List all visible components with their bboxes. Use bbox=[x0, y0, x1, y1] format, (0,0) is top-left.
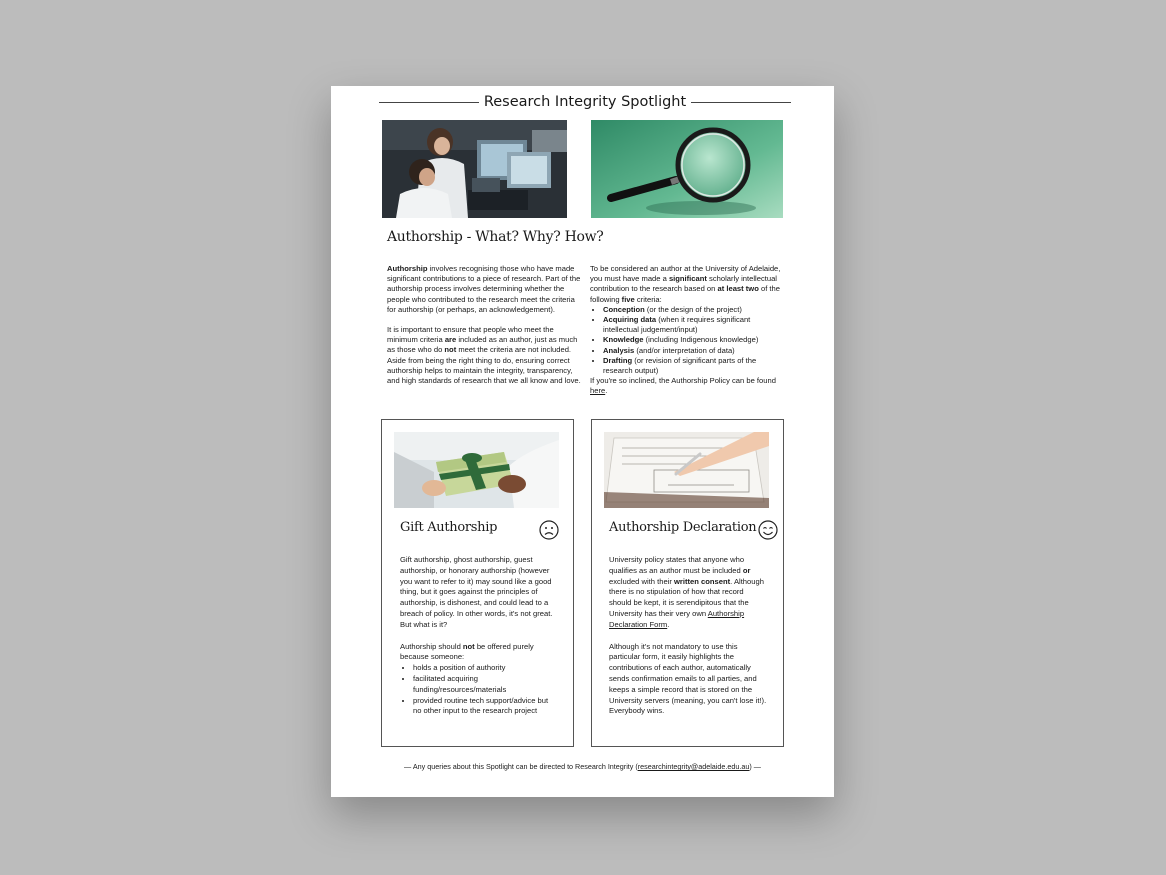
intro-text-2e: meet the criteria are not included. Aside from being the right thing to do, ensuring correct authorship helps to maintain the integrity, transparency, and high standards of research that we all know and love. bbox=[387, 345, 581, 386]
intro-text-2b: are bbox=[444, 335, 457, 345]
gift-card-title: Gift Authorship bbox=[400, 520, 498, 535]
intro-left-column bbox=[387, 264, 581, 386]
declaration-card-body bbox=[609, 555, 767, 717]
gift-card-paragraph-1: Gift authorship, ghost authorship, guest authorship, or honorary authorship (however you want to refer to it) may sound like a good thing, but it goes against the principles of authorship, is dishonest, and could lead to a breach of policy. In other words, it's not great. But what is it? bbox=[400, 555, 553, 629]
criterion-term: Acquiring data bbox=[603, 315, 657, 325]
declaration-paragraph-2: Although it's not mandatory to use this particular form, it easily highlights the contributions of each author, automatically sends confirmation emails to all parties, and keeps a simple record that is stored on the University servers (meaning, you can't lose it!). Everybody wins. bbox=[609, 641, 767, 716]
criterion-desc: (or revision of significant parts of the research output) bbox=[603, 355, 757, 376]
header-rule-left bbox=[379, 102, 479, 103]
list-item bbox=[603, 335, 782, 345]
gift-card-body bbox=[400, 555, 556, 717]
contact-email-link[interactable]: researchintegrity@adelaide.edu.au bbox=[637, 762, 750, 771]
document-page bbox=[331, 86, 834, 797]
declaration-card bbox=[591, 419, 784, 747]
policy-link[interactable]: here bbox=[590, 386, 606, 396]
criterion-term: Conception bbox=[603, 304, 645, 314]
criteria-right-column bbox=[590, 264, 782, 397]
list-item: • provided routine tech support/advice but no other input to the research project bbox=[413, 696, 556, 718]
gift-p2-c: be offered purely because someone: bbox=[400, 641, 534, 662]
decl-p1-d: written consent bbox=[674, 576, 731, 586]
declaration-card-title: Authorship Declaration bbox=[609, 520, 757, 535]
policy-note-end: . bbox=[605, 386, 608, 396]
declaration-paragraph-1 bbox=[609, 555, 767, 631]
criterion-desc: (when it requires significant intellectual judgement/input) bbox=[603, 315, 751, 335]
criterion-desc: (or the design of the project) bbox=[644, 304, 742, 314]
intro-paragraph-2 bbox=[387, 325, 581, 386]
criteria-list bbox=[590, 305, 782, 376]
authorship-term: Authorship bbox=[387, 264, 428, 273]
page-header bbox=[379, 94, 791, 110]
criteria-intro bbox=[590, 264, 782, 305]
list-item: • holds a position of authority bbox=[413, 663, 556, 674]
intro-text-2a: It is important to ensure that people who meet the minimum criteria bbox=[387, 325, 554, 345]
page-footer bbox=[331, 762, 834, 771]
criteria-intro-d: at least two bbox=[717, 284, 759, 294]
page-title: Research Integrity Spotlight bbox=[483, 94, 687, 110]
smiley-face-icon bbox=[758, 520, 778, 540]
magnifier-photo bbox=[591, 120, 783, 218]
criterion-term: Analysis bbox=[603, 345, 635, 355]
lab-photo bbox=[382, 120, 567, 218]
intro-text-2d: not bbox=[444, 345, 457, 355]
article-headline: Authorship - What? Why? How? bbox=[387, 229, 604, 245]
sad-face-icon bbox=[539, 520, 559, 540]
list-item bbox=[603, 315, 782, 335]
decl-p1-end: . bbox=[667, 619, 670, 629]
gift-p2-a: Authorship should bbox=[400, 641, 463, 651]
list-item bbox=[603, 356, 782, 376]
criterion-term: Drafting bbox=[603, 355, 633, 365]
footer-text-end: ) — bbox=[749, 762, 761, 771]
gift-authorship-card bbox=[381, 419, 574, 747]
criteria-intro-b: significant bbox=[668, 274, 707, 284]
list-item bbox=[603, 346, 782, 356]
gift-photo bbox=[394, 432, 559, 508]
declaration-form-link[interactable]: Authorship Declaration Form bbox=[609, 608, 745, 629]
decl-p1-b: or bbox=[742, 565, 751, 575]
criteria-intro-a: To be considered an author at the University of Adelaide, you must have made a bbox=[590, 264, 781, 284]
gift-reasons-list bbox=[400, 663, 556, 717]
policy-note bbox=[590, 376, 782, 396]
criteria-intro-f: five bbox=[621, 294, 635, 304]
gift-p2-b: not bbox=[462, 641, 475, 651]
decl-p1-c: excluded with their bbox=[609, 576, 675, 586]
list-item: • facilitated acquiring funding/resources/materials bbox=[413, 674, 556, 696]
policy-note-text: If you're so inclined, the Authorship Policy can be found bbox=[590, 376, 776, 386]
footer-text: — Any queries about this Spotlight can be directed to Research Integrity ( bbox=[404, 762, 638, 771]
decl-p1-a: University policy states that anyone who qualifies as an author must be included bbox=[609, 555, 745, 575]
intro-paragraph-1 bbox=[387, 264, 581, 315]
intro-text-2c: included as an author, just as much as those who do bbox=[387, 335, 578, 355]
list-item bbox=[603, 305, 782, 315]
header-rule-right bbox=[691, 102, 791, 103]
criteria-intro-g: criteria: bbox=[634, 294, 662, 304]
criteria-intro-c: scholarly intellectual contribution to the research based on bbox=[590, 274, 777, 294]
decl-p1-e: . Although there is no stipulation of how that record should be kept, it is serendipitous that the University has their very own bbox=[609, 576, 764, 618]
criteria-intro-e: of the following bbox=[590, 284, 780, 304]
signing-photo bbox=[604, 432, 769, 508]
gift-card-paragraph-2 bbox=[400, 642, 556, 664]
criterion-desc: (and/or interpretation of data) bbox=[634, 345, 735, 355]
criterion-desc: (including Indigenous knowledge) bbox=[643, 335, 759, 345]
intro-text-1: involves recognising those who have made significant contributions to a piece of research. Part of the authorship process involves determining whether the people who contributed to the research meet the criteria for authorship (or perhaps, an acknowledgement). bbox=[387, 264, 581, 314]
criterion-term: Knowledge bbox=[603, 335, 644, 345]
